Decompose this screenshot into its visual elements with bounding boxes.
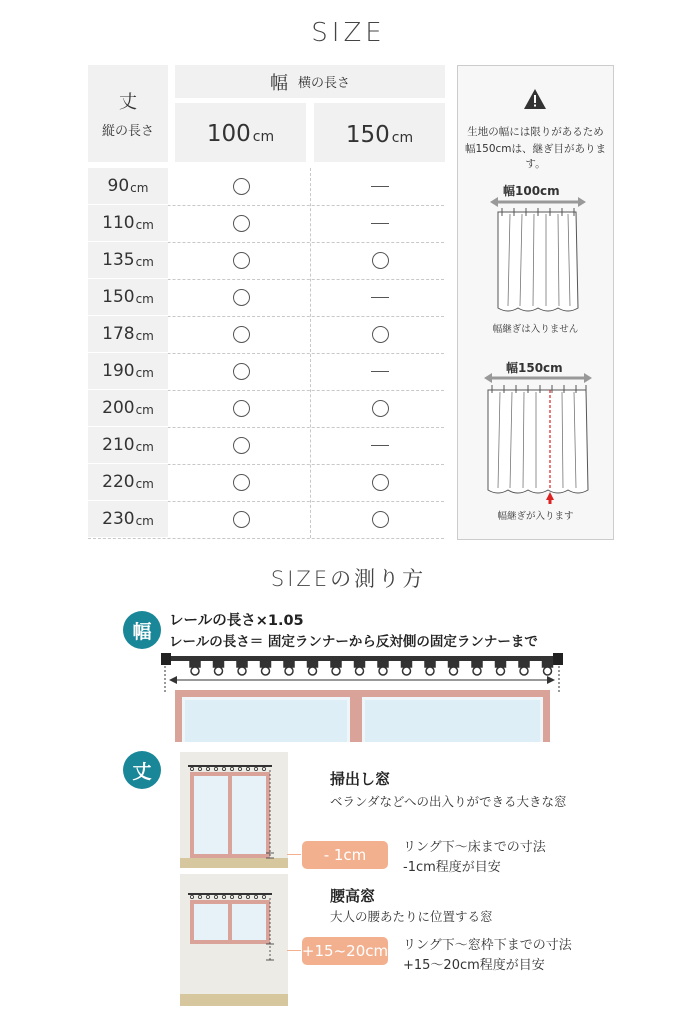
row-length-unit: cm bbox=[135, 513, 154, 528]
curtain-ring bbox=[544, 667, 552, 675]
width-badge: 幅 bbox=[123, 611, 161, 649]
rail-runner bbox=[331, 661, 341, 667]
fig1-width-label: 幅100cm bbox=[503, 184, 560, 198]
curtain-ring bbox=[450, 667, 458, 675]
row-length-label bbox=[88, 242, 168, 278]
waist-window-desc: 大人の腰あたりに位置する窓 bbox=[330, 909, 493, 924]
rail-runner bbox=[425, 661, 435, 667]
waist-window-name: 腰高窓 bbox=[330, 887, 376, 905]
floor-window-illustration bbox=[180, 752, 288, 868]
fig2-caption: 幅継ぎが入ります bbox=[497, 511, 574, 522]
width-header-sub: 横の長さ bbox=[297, 76, 350, 91]
rail-runner bbox=[308, 661, 318, 667]
row-length-unit: cm bbox=[135, 291, 154, 306]
row-length-unit: cm bbox=[135, 365, 154, 380]
row-length-label bbox=[88, 205, 168, 241]
note-line-1: 生地の幅には限りがあるため bbox=[467, 126, 604, 138]
available-mark bbox=[233, 400, 250, 417]
width-col-value: 100 bbox=[206, 121, 251, 147]
row-length-value: 220 bbox=[102, 472, 135, 492]
availability-cell bbox=[229, 176, 253, 196]
seam-note-box bbox=[457, 65, 614, 540]
floor-window-rule-2: -1cm程度が目安 bbox=[403, 860, 501, 875]
availability-cell bbox=[368, 250, 392, 270]
row-length-unit: cm bbox=[135, 476, 154, 491]
width-header bbox=[175, 65, 445, 98]
unavailable-mark bbox=[371, 297, 389, 298]
availability-cell bbox=[229, 509, 253, 529]
length-header bbox=[88, 65, 168, 162]
row-length-value: 90 bbox=[107, 176, 130, 196]
rail-runner bbox=[402, 661, 412, 667]
rail-runner bbox=[496, 661, 506, 667]
unavailable-mark bbox=[371, 371, 389, 372]
row-length-value: 135 bbox=[102, 250, 135, 270]
rail-runner bbox=[378, 661, 388, 667]
availability-cell bbox=[229, 361, 253, 381]
waist-window-rule-1: リング下～窓枠下までの寸法 bbox=[403, 938, 572, 953]
rail-runner bbox=[261, 661, 271, 667]
connector-line bbox=[287, 950, 301, 951]
row-separator bbox=[88, 538, 444, 539]
available-mark bbox=[233, 215, 250, 232]
rail-runner bbox=[237, 661, 247, 667]
availability-cell bbox=[229, 435, 253, 455]
connector-line bbox=[287, 854, 301, 855]
availability-cell bbox=[229, 324, 253, 344]
waist-window-adjust-pill: +15~20cm bbox=[302, 937, 388, 965]
curtain-ring bbox=[238, 667, 246, 675]
waist-window-rule-2: +15～20cm程度が目安 bbox=[403, 958, 545, 973]
row-length-value: 210 bbox=[102, 435, 135, 455]
note-line-2: 幅150cmは、継ぎ目があります。 bbox=[464, 143, 607, 170]
row-length-label bbox=[88, 316, 168, 352]
curtain-ring bbox=[426, 667, 434, 675]
width-col-unit: cm bbox=[252, 129, 275, 145]
width-rule-line-1: レールの長さ×1.05 bbox=[169, 613, 304, 629]
length-header-sub: 縦の長さ bbox=[101, 124, 154, 139]
row-length-unit: cm bbox=[135, 328, 154, 343]
unavailable-mark bbox=[371, 223, 389, 224]
availability-cell bbox=[229, 472, 253, 492]
available-mark bbox=[233, 363, 250, 380]
width-col-value: 150 bbox=[345, 121, 390, 148]
row-length-label bbox=[88, 464, 168, 500]
available-mark bbox=[233, 474, 250, 491]
row-length-value: 150 bbox=[102, 287, 135, 307]
row-length-label bbox=[88, 501, 168, 537]
availability-cell bbox=[368, 472, 392, 492]
row-length-value: 110 bbox=[102, 213, 135, 233]
row-length-label bbox=[88, 168, 168, 204]
measure-title: SIZEの測り方 bbox=[270, 567, 427, 591]
fig1-caption: 幅継ぎは入りません bbox=[492, 324, 579, 335]
curtain-ring bbox=[332, 667, 340, 675]
floor-window-rule-1: リング下～床までの寸法 bbox=[403, 840, 546, 855]
available-mark bbox=[233, 511, 250, 528]
curtain-150-illustration bbox=[482, 372, 594, 504]
rail-runner bbox=[190, 661, 200, 667]
availability-cell bbox=[368, 361, 392, 381]
row-length-unit: cm bbox=[135, 254, 154, 269]
availability-cell bbox=[368, 398, 392, 418]
row-length-unit: cm bbox=[135, 439, 154, 454]
curtain-ring bbox=[520, 667, 528, 675]
column-divider bbox=[310, 168, 311, 538]
available-mark bbox=[233, 326, 250, 343]
available-mark bbox=[233, 289, 250, 306]
curtain-ring bbox=[497, 667, 505, 675]
rail-runner bbox=[543, 661, 553, 667]
rail-runner bbox=[449, 661, 459, 667]
availability-cell bbox=[229, 213, 253, 233]
length-badge: 丈 bbox=[123, 751, 161, 789]
available-mark bbox=[372, 511, 389, 528]
width-col-100 bbox=[175, 103, 306, 162]
availability-cell bbox=[368, 435, 392, 455]
availability-cell bbox=[229, 287, 253, 307]
rail-runner bbox=[214, 661, 224, 667]
row-length-label bbox=[88, 353, 168, 389]
rail-window-illustration bbox=[155, 650, 570, 742]
curtain-ring bbox=[403, 667, 411, 675]
curtain-ring bbox=[191, 667, 199, 675]
available-mark bbox=[372, 400, 389, 417]
waist-window-illustration bbox=[180, 874, 288, 1006]
curtain-ring bbox=[285, 667, 293, 675]
availability-cell bbox=[229, 398, 253, 418]
row-length-value: 200 bbox=[102, 398, 135, 418]
width-col-150 bbox=[314, 103, 445, 162]
availability-cell bbox=[229, 250, 253, 270]
row-length-value: 190 bbox=[102, 361, 135, 381]
row-length-unit: cm bbox=[135, 217, 154, 232]
unavailable-mark bbox=[371, 445, 389, 446]
row-length-value: 178 bbox=[102, 324, 135, 344]
row-length-unit: cm bbox=[135, 402, 154, 417]
page-title: SIZE bbox=[311, 18, 386, 48]
availability-cell bbox=[368, 509, 392, 529]
floor-window-name: 掃出し窓 bbox=[330, 770, 391, 788]
fig2-width-label: 幅150cm bbox=[506, 361, 563, 375]
floor-window-desc: ベランダなどへの出入りができる大きな窓 bbox=[330, 794, 567, 809]
row-length-label bbox=[88, 390, 168, 426]
warning-icon bbox=[523, 88, 547, 110]
row-length-label bbox=[88, 427, 168, 463]
available-mark bbox=[372, 326, 389, 343]
row-length-label bbox=[88, 279, 168, 315]
curtain-ring bbox=[473, 667, 481, 675]
available-mark bbox=[233, 252, 250, 269]
availability-cell bbox=[368, 213, 392, 233]
curtain-100-illustration bbox=[488, 196, 588, 316]
rail-runner bbox=[519, 661, 529, 667]
available-mark bbox=[233, 178, 250, 195]
length-header-main: 丈 bbox=[119, 92, 137, 113]
availability-cell bbox=[368, 287, 392, 307]
curtain-ring bbox=[356, 667, 364, 675]
curtain-ring bbox=[215, 667, 223, 675]
unavailable-mark bbox=[371, 186, 389, 187]
curtain-ring bbox=[379, 667, 387, 675]
curtain-ring bbox=[262, 667, 270, 675]
available-mark bbox=[372, 252, 389, 269]
rail-runner bbox=[472, 661, 482, 667]
width-header-main: 幅 bbox=[269, 72, 288, 94]
available-mark bbox=[233, 437, 250, 454]
width-rule-line-2: レールの長さ＝ 固定ランナーから反対側の固定ランナーまで bbox=[169, 634, 538, 650]
row-length-unit: cm bbox=[130, 180, 149, 195]
floor-window-adjust-pill: - 1cm bbox=[302, 841, 388, 869]
available-mark bbox=[372, 474, 389, 491]
row-length-value: 230 bbox=[102, 509, 135, 529]
curtain-ring bbox=[309, 667, 317, 675]
availability-cell bbox=[368, 176, 392, 196]
width-col-unit: cm bbox=[391, 129, 414, 146]
availability-cell bbox=[368, 324, 392, 344]
rail-runner bbox=[284, 661, 294, 667]
rail-runner bbox=[355, 661, 365, 667]
